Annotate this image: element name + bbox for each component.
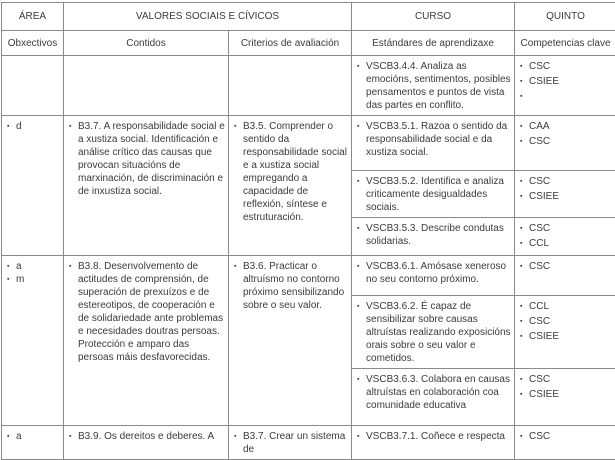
obxectivo-item: m <box>16 273 60 286</box>
bullet-icon: ▪ <box>357 222 366 235</box>
header-obxectivos: Obxectivos <box>2 31 64 56</box>
header-curso: CURSO <box>352 3 515 31</box>
competencia-item: CAA <box>529 120 613 133</box>
header-row-2 <box>2 31 615 56</box>
table-row <box>2 116 615 171</box>
contido-cell <box>64 256 229 426</box>
header-row-1 <box>2 3 615 31</box>
bullet-icon: ▪ <box>520 120 529 133</box>
competencia-item: CSC <box>529 430 613 443</box>
bullet-icon: ▪ <box>7 120 16 133</box>
table-row <box>2 426 615 460</box>
competencia-item: CSIEE <box>529 330 613 343</box>
competencia-item: CSIEE <box>529 75 613 88</box>
estandar-cell <box>352 296 515 369</box>
bullet-icon: ▪ <box>7 260 16 273</box>
estandar-text: VSCB3.5.1. Razoa o sentido da responsabilidade social e da xustiza social. <box>366 120 511 159</box>
criterio-cell <box>229 426 352 460</box>
bullet-icon: ▪ <box>520 175 529 188</box>
obxectivo-item: a <box>16 260 60 273</box>
curriculum-table <box>1 2 615 460</box>
bullet-icon: ▪ <box>357 120 366 133</box>
bullet-icon: ▪ <box>357 60 366 73</box>
estandar-cell <box>352 56 515 116</box>
bullet-icon: ▪ <box>357 300 366 313</box>
contido-cell <box>64 426 229 460</box>
criterio-text: B3.7. Crear un sistema de <box>243 430 348 456</box>
estandar-cell <box>352 218 515 256</box>
competencias-cell <box>515 116 615 171</box>
table-row <box>2 56 615 116</box>
bullet-icon: ▪ <box>357 373 366 386</box>
competencias-cell <box>515 426 615 460</box>
header-criterios: Criterios de avaliación <box>229 31 352 56</box>
header-contidos: Contidos <box>64 31 229 56</box>
bullet-icon: ▪ <box>520 222 529 235</box>
criterio-text: B3.6. Practicar o altruísmo no contorno próximo sensibilizando sobre o seu valor. <box>243 260 348 312</box>
bullet-icon: ▪ <box>234 120 243 133</box>
bullet-icon: ▪ <box>357 175 366 188</box>
criterio-cell <box>229 256 352 426</box>
competencias-cell <box>515 296 615 369</box>
bullet-icon: ▪ <box>7 273 16 286</box>
header-estandares: Estándares de aprendizaxe <box>352 31 515 56</box>
estandar-cell <box>352 171 515 218</box>
bullet-icon: ▪ <box>520 315 529 328</box>
bullet-icon: ▪ <box>520 388 529 401</box>
obxectivos-cell <box>2 256 64 426</box>
estandar-text: VSCB3.6.1. Amósase xeneroso no seu contorno próximo. <box>366 260 511 286</box>
estandar-cell <box>352 426 515 460</box>
bullet-icon: ▪ <box>69 120 78 133</box>
estandar-text: VSCB3.7.1. Coñece e respecta <box>366 430 511 443</box>
bullet-icon: ▪ <box>520 300 529 313</box>
competencia-item: CSC <box>529 135 613 148</box>
obxectivos-cell <box>2 116 64 256</box>
header-quinto: QUINTO <box>515 3 615 31</box>
obxectivos-cell <box>2 426 64 460</box>
obxectivo-item: a <box>16 430 60 443</box>
competencia-item: CSC <box>529 373 613 386</box>
estandar-text: VSCB3.5.2. Identifica e analiza criticamente desigualdades sociais. <box>366 175 511 214</box>
bullet-icon: ▪ <box>69 430 78 443</box>
bullet-icon: ▪ <box>234 260 243 273</box>
bullet-icon: ▪ <box>234 430 243 443</box>
competencia-item: CSC <box>529 222 613 235</box>
estandar-text: VSCB3.4.4. Analiza as emocións, sentimentos, posibles pensamentos e puntos de vista das partes en conflito. <box>366 60 511 112</box>
bullet-icon: ▪ <box>520 373 529 386</box>
competencias-cell <box>515 56 615 116</box>
bullet-icon: ▪ <box>520 237 529 250</box>
competencia-item: CSIEE <box>529 388 613 401</box>
bullet-icon: ▪ <box>69 260 78 273</box>
competencia-item: CSIEE <box>529 190 613 203</box>
contido-text: B3.8. Desenvolvemento de actitudes de comprensión, de superación de prexuízos e de estereotipos, de cooperación e de solidariedade ante problemas e necesidades doutras persoas. Protección e amparo das persoas máis desfavorecidas. <box>78 260 225 364</box>
contido-cell <box>64 116 229 256</box>
bullet-icon: ▪ <box>520 260 529 273</box>
contido-text: B3.7. A responsabilidade social e a xustiza social. Identificación e análise crítico das causas que provocan situacións de marxinación, de discriminación e de inxustiza social. <box>78 120 225 198</box>
header-area: ÁREA <box>2 3 64 31</box>
obxectivos-cell <box>2 56 64 116</box>
estandar-text: VSCB3.5.3. Describe condutas solidarias. <box>366 222 511 248</box>
estandar-text: VSCB3.6.3. Colabora en causas altruístas en colaboración coa comunidade educativa <box>366 373 511 412</box>
bullet-icon: ▪ <box>357 430 366 443</box>
bullet-icon: ▪ <box>520 60 529 73</box>
header-competencias: Competencias clave <box>515 31 615 56</box>
obxectivo-item: d <box>16 120 60 133</box>
competencia-item: CSC <box>529 315 613 328</box>
competencia-item: CCL <box>529 237 613 250</box>
contido-cell <box>64 56 229 116</box>
competencia-item: CCL <box>529 300 613 313</box>
competencias-cell <box>515 171 615 218</box>
criterio-text: B3.5. Comprender o sentido da responsabilidade social e a xustiza social empregando a capacidade de reflexión, síntese e estruturación. <box>243 120 348 224</box>
bullet-icon: ▪ <box>357 260 366 273</box>
criterio-cell <box>229 56 352 116</box>
criterio-cell <box>229 116 352 256</box>
estandar-cell <box>352 256 515 296</box>
estandar-cell <box>352 369 515 426</box>
estandar-text: VSCB3.6.2. É capaz de sensibilizar sobre causas altruístas realizando exposicións orais sobre o seu valor e cometidos. <box>366 300 511 365</box>
competencia-item: CSC <box>529 260 613 273</box>
header-valores: VALORES SOCIAIS E CÍVICOS <box>64 3 352 31</box>
bullet-icon: ▪ <box>520 90 529 103</box>
competencia-item: CSC <box>529 60 613 73</box>
bullet-icon: ▪ <box>520 430 529 443</box>
bullet-icon: ▪ <box>520 190 529 203</box>
competencia-item: CSC <box>529 175 613 188</box>
bullet-icon: ▪ <box>520 75 529 88</box>
bullet-icon: ▪ <box>520 330 529 343</box>
estandar-cell <box>352 116 515 171</box>
contido-text: B3.9. Os dereitos e deberes. A <box>78 430 225 443</box>
competencias-cell <box>515 256 615 296</box>
bullet-icon: ▪ <box>7 430 16 443</box>
table-row <box>2 256 615 296</box>
bullet-icon: ▪ <box>520 135 529 148</box>
competencias-cell <box>515 369 615 426</box>
competencias-cell <box>515 218 615 256</box>
